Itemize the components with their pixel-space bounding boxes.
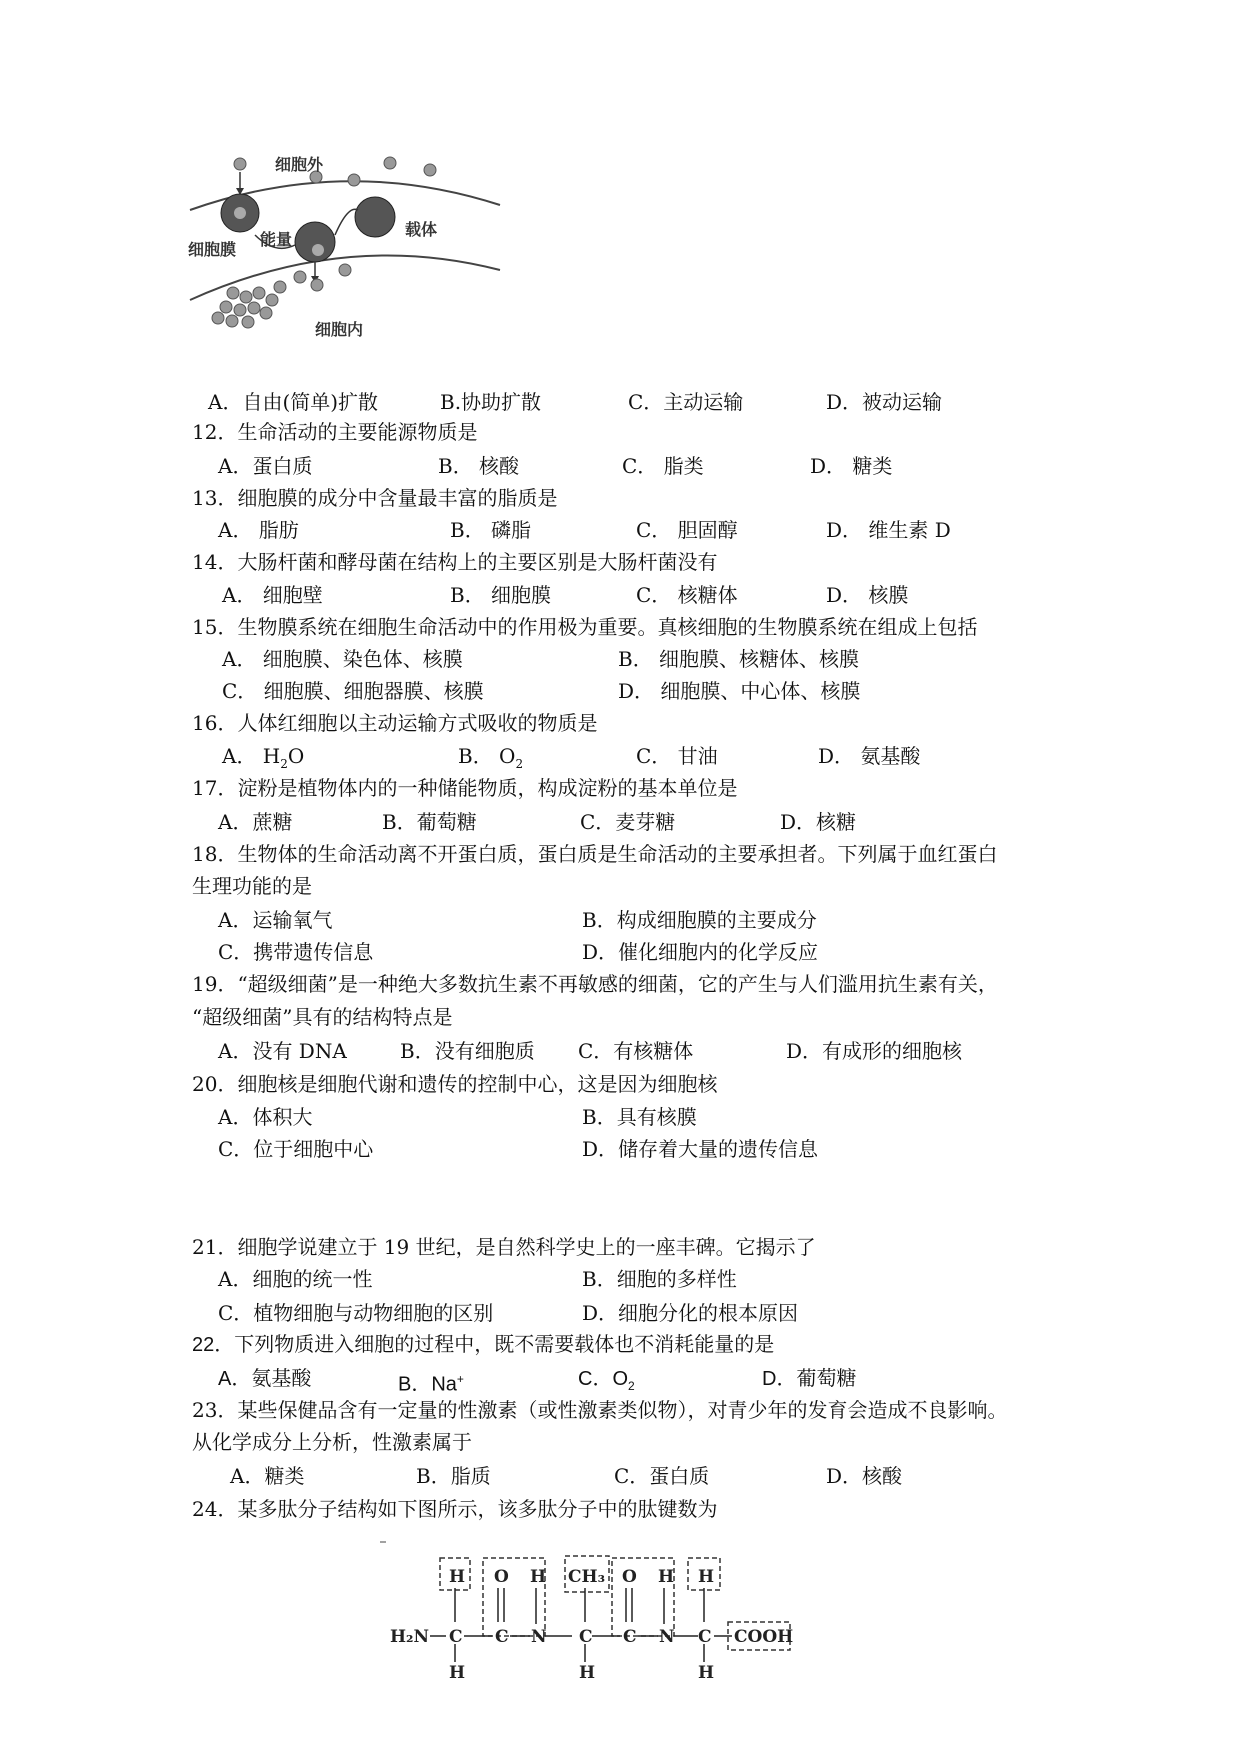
q18-option-a: A．运输氧气 xyxy=(218,908,333,932)
q14-stem: 14．大肠杆菌和酵母菌在结构上的主要区别是大肠杆菌没有 xyxy=(192,550,718,574)
q22-option-c: C．$O_2$ xyxy=(578,1368,635,1393)
q21-option-a: A．细胞的统一性 xyxy=(218,1267,373,1291)
q22-option-d: D．葡萄糖 xyxy=(762,1368,857,1390)
q12-option-b: B． 核酸 xyxy=(438,454,520,478)
atom-h3-bottom: H xyxy=(579,1663,596,1680)
q18-stem-line2: 生理功能的是 xyxy=(192,874,312,898)
label-energy: 能量 xyxy=(260,230,293,249)
q17-option-c: C．麦芽糖 xyxy=(580,810,676,834)
atom-o1: O xyxy=(494,1567,509,1587)
atom-n1: N xyxy=(531,1627,547,1647)
q12-option-c: C． 脂类 xyxy=(622,454,704,478)
q14-option-c: C． 核糖体 xyxy=(636,583,738,607)
label-inside: 细胞内 xyxy=(315,320,364,339)
q23-option-d: D．核酸 xyxy=(826,1464,903,1488)
q17-option-b: B．葡萄糖 xyxy=(382,810,477,834)
q18-stem-line1: 18．生物体的生命活动离不开蛋白质，蛋白质是生命活动的主要承担者。下列属于血红蛋白 xyxy=(192,842,998,866)
q21-option-d: D．细胞分化的根本原因 xyxy=(582,1301,799,1325)
atom-o2: O xyxy=(622,1567,637,1587)
q16-option-d: D． 氨基酸 xyxy=(818,744,921,768)
carrier-middle xyxy=(295,222,335,262)
q16-option-c: C． 甘油 xyxy=(636,744,718,768)
q14-option-d: D． 核膜 xyxy=(826,583,909,607)
q22-stem: 22．下列物质进入细胞的过程中，既不需要载体也不消耗能量的是 xyxy=(192,1334,775,1356)
q16-option-b: B． $O_2$ xyxy=(458,744,524,771)
q23-option-c: C．蛋白质 xyxy=(614,1464,710,1488)
atom-c5: C xyxy=(698,1627,712,1647)
atom-n2: N xyxy=(659,1627,675,1647)
q15-option-d: D． 细胞膜、中心体、核膜 xyxy=(618,679,861,703)
q13-option-c: C． 胆固醇 xyxy=(636,518,738,542)
q12-stem: 12．生命活动的主要能源物质是 xyxy=(192,420,478,444)
atom-h5-bottom: H xyxy=(698,1663,715,1680)
q11-option-a: A．自由(简单)扩散 xyxy=(208,390,379,414)
q15-option-c: C． 细胞膜、细胞器膜、核膜 xyxy=(222,679,484,703)
q12-option-a: A．蛋白质 xyxy=(218,454,313,478)
q20-option-d: D．储存着大量的遗传信息 xyxy=(582,1137,819,1161)
q23-option-b: B．脂质 xyxy=(416,1464,491,1488)
atom-h5-top: H xyxy=(698,1567,715,1587)
q17-stem: 17．淀粉是植物体内的一种储能物质，构成淀粉的基本单位是 xyxy=(192,776,738,800)
atom-c3: C xyxy=(579,1627,593,1647)
atom-cooh: COOH xyxy=(734,1627,794,1647)
q13-option-a: A． 脂肪 xyxy=(218,518,299,542)
atom-c1: C xyxy=(449,1627,463,1647)
atom-h1-top: H xyxy=(449,1567,466,1587)
q18-option-c: C．携带遗传信息 xyxy=(218,940,374,964)
q20-option-b: B．具有核膜 xyxy=(582,1105,697,1129)
q24-stem: 24．某多肽分子结构如下图所示，该多肽分子中的肽键数为 xyxy=(192,1497,718,1521)
q21-option-c: C．植物细胞与动物细胞的区别 xyxy=(218,1301,494,1325)
q14-option-a: A． 细胞壁 xyxy=(222,583,323,607)
q17-option-d: D．核糖 xyxy=(780,810,857,834)
q19-option-b: B．没有细胞质 xyxy=(400,1039,535,1063)
q19-option-d: D．有成形的细胞核 xyxy=(786,1039,963,1063)
membrane-transport-figure xyxy=(180,150,510,380)
atom-h1-bottom: H xyxy=(449,1663,466,1680)
q17-option-a: A．蔗糖 xyxy=(218,810,293,834)
q19-stem-line2: “超级细菌”具有的结构特点是 xyxy=(192,1005,453,1029)
q12-option-d: D． 糖类 xyxy=(810,454,893,478)
q19-option-c: C．有核糖体 xyxy=(578,1039,694,1063)
q23-option-a: A．糖类 xyxy=(230,1464,305,1488)
atom-c4: C xyxy=(623,1627,637,1647)
q11-option-d: D．被动运输 xyxy=(826,390,943,414)
q13-stem: 13．细胞膜的成分中含量最丰富的脂质是 xyxy=(192,486,558,510)
q23-stem-line2: 从化学成分上分析，性激素属于 xyxy=(192,1430,472,1454)
q19-stem-line1: 19．“超级细菌”是一种绝大多数抗生素不再敏感的细菌，它的产生与人们滥用抗生素有关， xyxy=(192,972,998,996)
label-outside: 细胞外 xyxy=(275,155,324,174)
q23-stem-line1: 23．某些保健品含有一定量的性激素（或性激素类似物），对青少年的发育会造成不良影响。 xyxy=(192,1398,1008,1422)
q14-option-b: B． 细胞膜 xyxy=(450,583,552,607)
q20-option-c: C．位于细胞中心 xyxy=(218,1137,374,1161)
q16-option-a: A． $H_2O$ xyxy=(222,744,305,771)
label-carrier: 载体 xyxy=(405,220,438,239)
q15-stem: 15．生物膜系统在细胞生命活动中的作用极为重要。真核细胞的生物膜系统在组成上包括 xyxy=(192,615,978,639)
label-membrane: 细胞膜 xyxy=(188,240,237,259)
q19-option-a: A．没有 DNA xyxy=(218,1039,347,1063)
q15-option-b: B． 细胞膜、核糖体、核膜 xyxy=(618,647,860,671)
polypeptide-structure-figure xyxy=(380,1540,820,1680)
atom-h2n: H₂N xyxy=(390,1627,430,1647)
atom-h-n2: H xyxy=(658,1567,675,1587)
carrier-right xyxy=(355,197,395,237)
q18-option-b: B．构成细胞膜的主要成分 xyxy=(582,908,817,932)
q11-option-c: C．主动运输 xyxy=(628,390,744,414)
q22-option-a: A．氨基酸 xyxy=(218,1368,312,1390)
atom-c2: C xyxy=(495,1627,509,1647)
q21-stem: 21．细胞学说建立于 19 世纪，是自然科学史上的一座丰碑。它揭示了 xyxy=(192,1235,816,1259)
q18-option-d: D．催化细胞内的化学反应 xyxy=(582,940,819,964)
q13-option-b: B． 磷脂 xyxy=(450,518,532,542)
atom-ch3: CH₃ xyxy=(568,1567,606,1587)
q20-option-a: A．体积大 xyxy=(218,1105,313,1129)
q15-option-a: A． 细胞膜、染色体、核膜 xyxy=(222,647,463,671)
q13-option-d: D． 维生素 D xyxy=(826,518,951,542)
q16-stem: 16．人体红细胞以主动运输方式吸收的物质是 xyxy=(192,711,598,735)
atom-h-n1: H xyxy=(530,1567,547,1587)
q22-option-b: B．Na+ xyxy=(398,1372,464,1396)
q20-stem: 20．细胞核是细胞代谢和遗传的控制中心，这是因为细胞核 xyxy=(192,1072,718,1096)
q11-option-b: B.协助扩散 xyxy=(440,390,542,414)
q21-option-b: B．细胞的多样性 xyxy=(582,1267,737,1291)
